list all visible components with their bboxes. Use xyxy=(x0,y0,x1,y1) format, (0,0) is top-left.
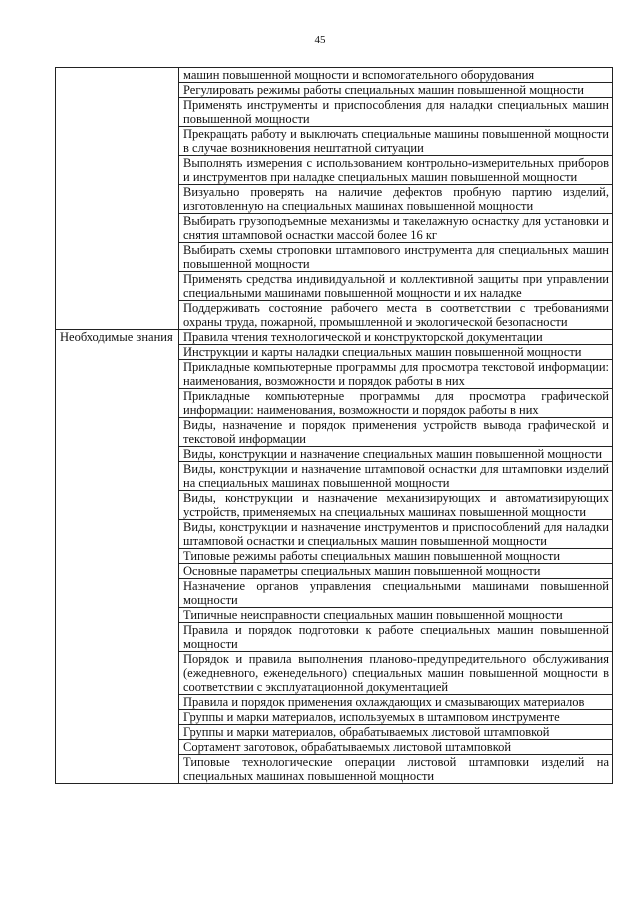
requirement-item: Группы и марки материалов, обрабатываемых листовой штамповкой xyxy=(179,725,613,740)
requirement-item: Основные параметры специальных машин повышенной мощности xyxy=(179,564,613,579)
section-label: Необходимые знания xyxy=(56,330,179,784)
requirement-item: Виды, назначение и порядок применения устройств вывода графической и текстовой информации xyxy=(179,418,613,447)
requirement-item: Типовые технологические операции листовой штамповки изделий на специальных машинах повышенной мощности xyxy=(179,755,613,784)
requirement-item: Виды, конструкции и назначение специальных машин повышенной мощности xyxy=(179,447,613,462)
requirement-item: Сортамент заготовок, обрабатываемых листовой штамповкой xyxy=(179,740,613,755)
requirement-item: Применять средства индивидуальной и коллективной защиты при управлении специальными машинами повышенной мощности и их наладке xyxy=(179,272,613,301)
requirements-table xyxy=(55,67,613,784)
requirement-item: Инструкции и карты наладки специальных машин повышенной мощности xyxy=(179,345,613,360)
requirement-item: Выбирать грузоподъемные механизмы и такелажную оснастку для установки и снятия штамповой оснастки массой более 16 кг xyxy=(179,214,613,243)
requirement-item: Виды, конструкции и назначение штамповой оснастки для штамповки изделий на специальных машинах повышенной мощности xyxy=(179,462,613,491)
requirement-item: Виды, конструкции и назначение инструментов и приспособлений для наладки штамповой оснастки и специальных машин повышенной мощности xyxy=(179,520,613,549)
requirement-item: Правила и порядок подготовки к работе специальных машин повышенной мощности xyxy=(179,623,613,652)
requirement-item: Виды, конструкции и назначение механизирующих и автоматизирующих устройств, применяемых на специальных машинах повышенной мощности xyxy=(179,491,613,520)
requirement-item: Визуально проверять на наличие дефектов пробную партию изделий, изготовленную на специальных машинах повышенной мощности xyxy=(179,185,613,214)
requirement-item: Правила чтения технологической и конструкторской документации xyxy=(179,330,613,345)
requirement-item: машин повышенной мощности и вспомогательного оборудования xyxy=(179,68,613,83)
requirement-item: Группы и марки материалов, используемых в штамповом инструменте xyxy=(179,710,613,725)
table-row xyxy=(56,68,613,83)
requirement-item: Выполнять измерения с использованием контрольно-измерительных приборов и инструментов при наладке специальных машин повышенной мощности xyxy=(179,156,613,185)
requirement-item: Выбирать схемы строповки штампового инструмента для специальных машин повышенной мощности xyxy=(179,243,613,272)
table-row xyxy=(56,330,613,345)
requirement-item: Прекращать работу и выключать специальные машины повышенной мощности в случае возникновения нештатной ситуации xyxy=(179,127,613,156)
requirement-item: Правила и порядок применения охлаждающих и смазывающих материалов xyxy=(179,695,613,710)
requirement-item: Порядок и правила выполнения планово-предупредительного обслуживания (ежедневного, еженедельного) специальных машин повышенной мощности в соответствии с эксплуатационной документацией xyxy=(179,652,613,695)
requirement-item: Поддерживать состояние рабочего места в соответствии с требованиями охраны труда, пожарной, промышленной и экологической безопасности xyxy=(179,301,613,330)
section-label xyxy=(56,68,179,330)
requirement-item: Прикладные компьютерные программы для просмотра графической информации: наименования, возможности и порядок работы в них xyxy=(179,389,613,418)
requirement-item: Применять инструменты и приспособления для наладки специальных машин повышенной мощности xyxy=(179,98,613,127)
requirement-item: Прикладные компьютерные программы для просмотра текстовой информации: наименования, возможности и порядок работы в них xyxy=(179,360,613,389)
requirement-item: Типичные неисправности специальных машин повышенной мощности xyxy=(179,608,613,623)
requirement-item: Регулировать режимы работы специальных машин повышенной мощности xyxy=(179,83,613,98)
page-number: 45 xyxy=(314,34,326,46)
requirement-item: Типовые режимы работы специальных машин повышенной мощности xyxy=(179,549,613,564)
requirement-item: Назначение органов управления специальными машинами повышенной мощности xyxy=(179,579,613,608)
